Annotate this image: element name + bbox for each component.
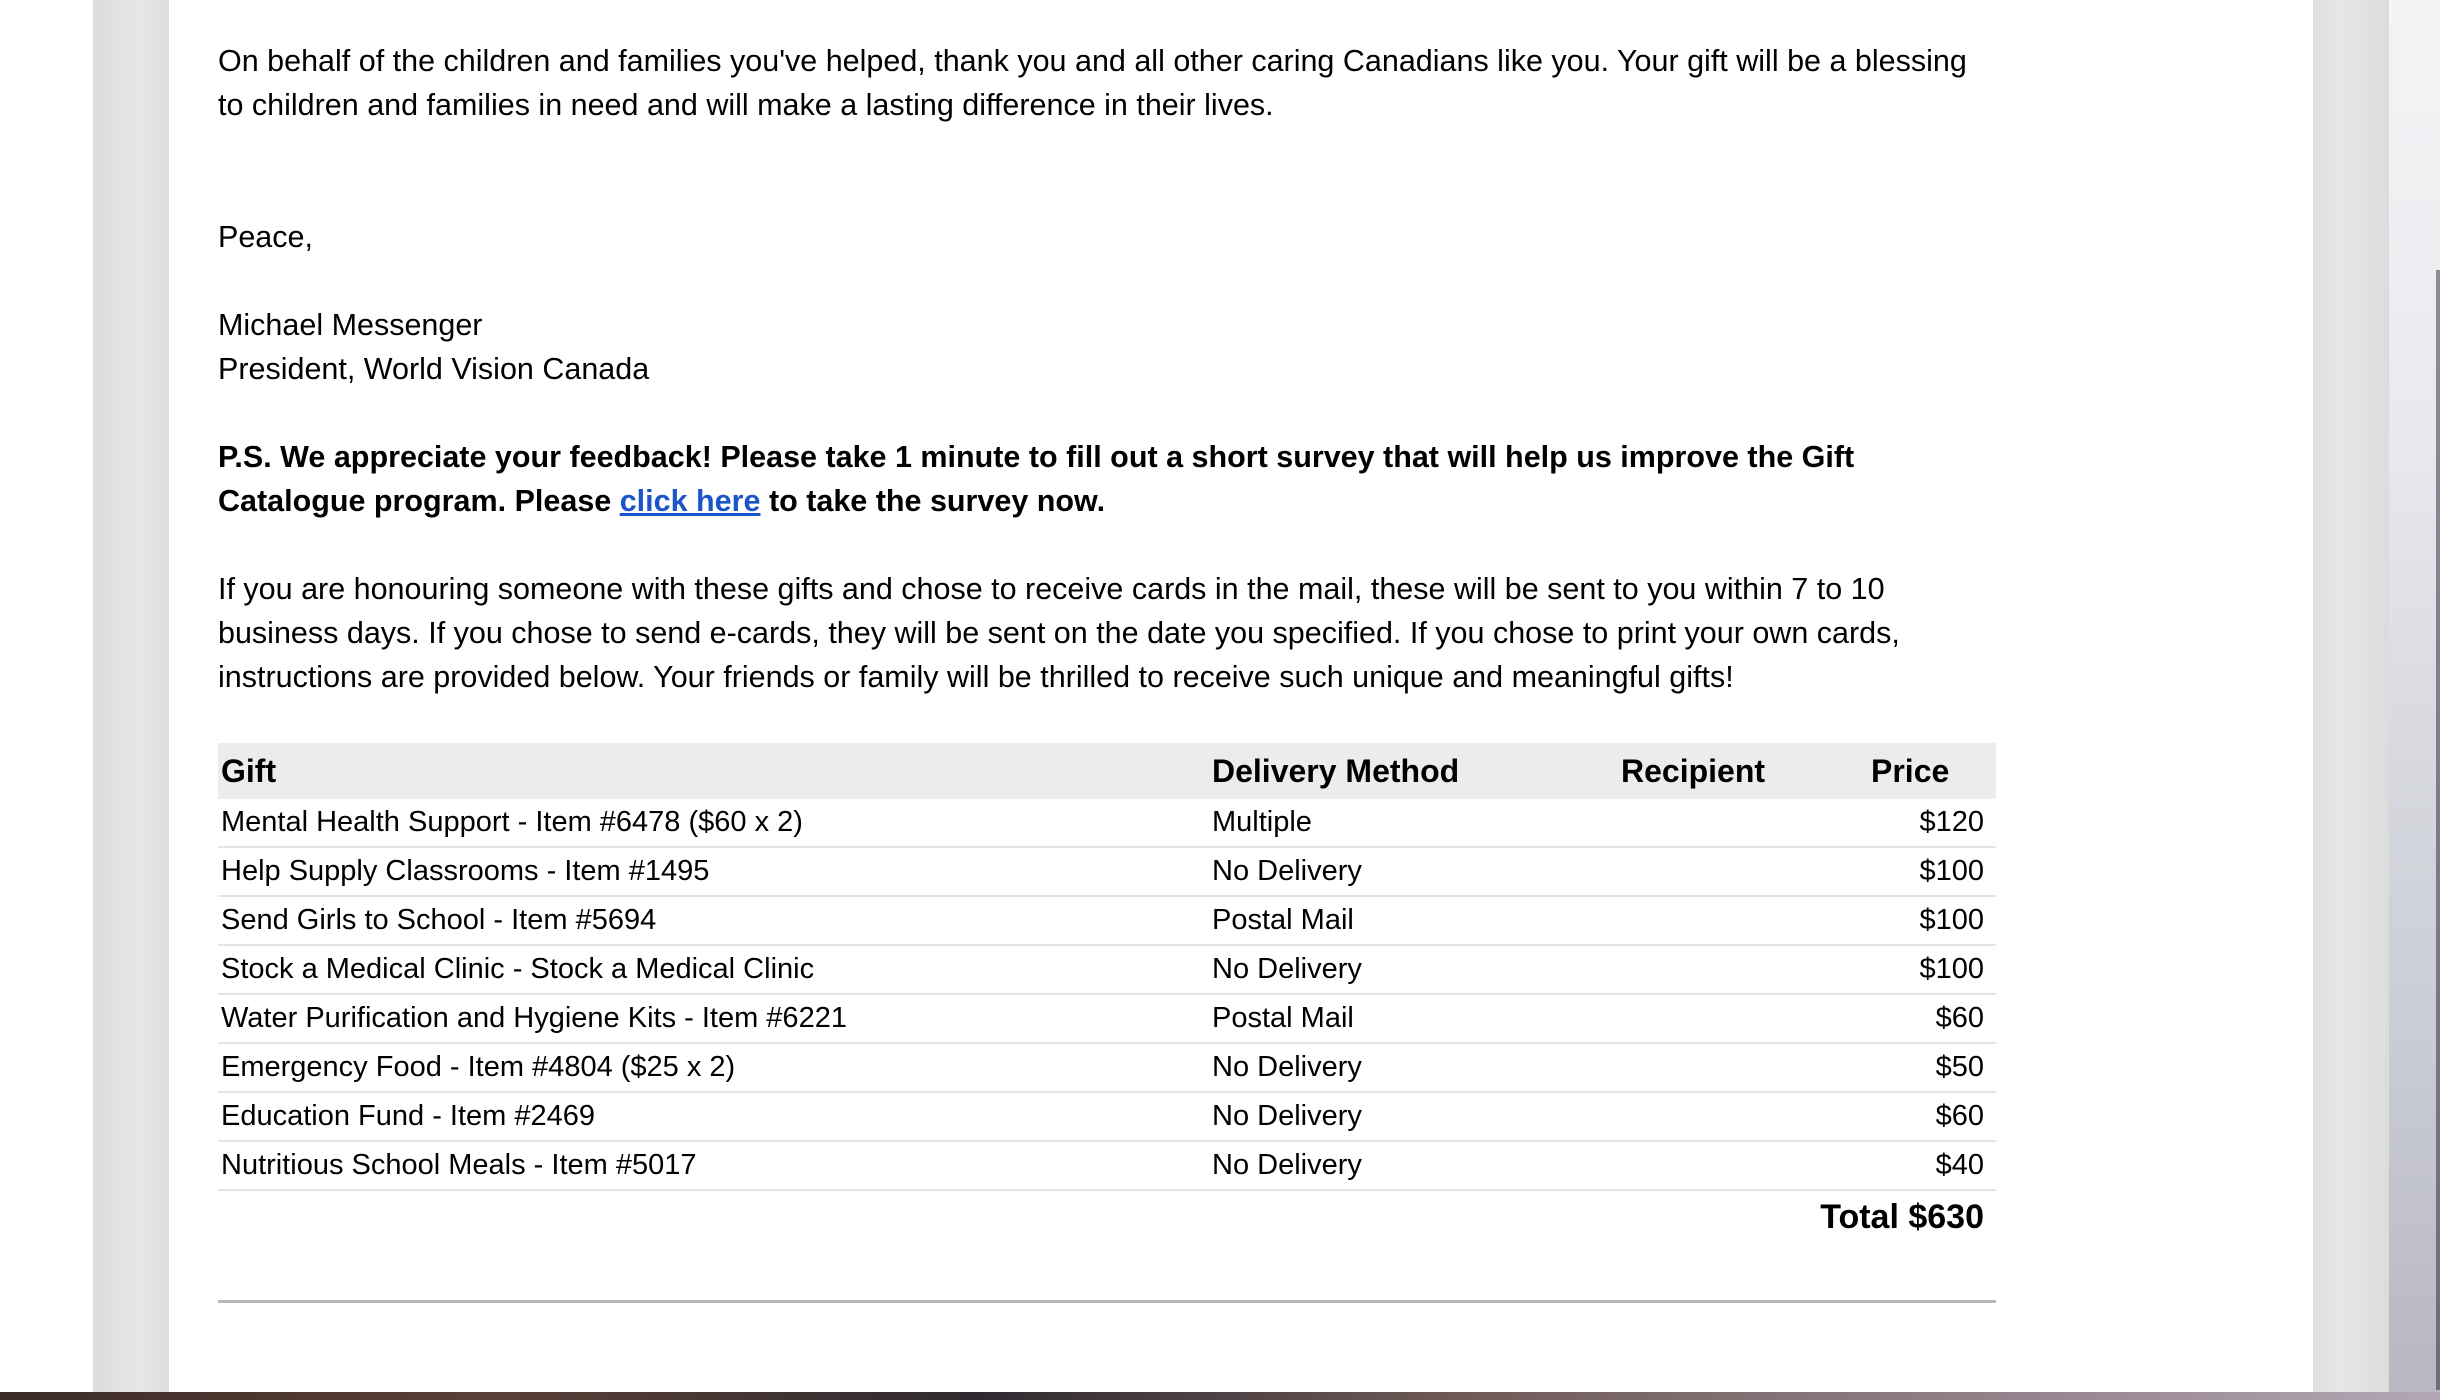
desktop-right-edge <box>2389 0 2440 1400</box>
gift-cell: Water Purification and Hygiene Kits - Item #6221 <box>218 994 1209 1043</box>
price-cell: $60 <box>1861 1092 1996 1141</box>
desktop-left-edge <box>0 0 93 1392</box>
table-row <box>218 847 1996 896</box>
table-row <box>218 896 1996 945</box>
delivery-cell: No Delivery <box>1209 945 1618 994</box>
signature-block <box>218 303 649 391</box>
signoff: Peace, <box>218 220 313 254</box>
total-amount: Total $630 <box>1820 1197 1984 1236</box>
gift-cell: Send Girls to School - Item #5694 <box>218 896 1209 945</box>
ps-survey-paragraph <box>218 435 1996 523</box>
header-price: Price <box>1861 743 1996 799</box>
gift-cell: Nutritious School Meals - Item #5017 <box>218 1141 1209 1190</box>
table-row <box>218 1043 1996 1092</box>
desktop-window-edge <box>2436 270 2440 1390</box>
desktop-bottom-strip <box>0 1392 2440 1400</box>
recipient-cell <box>1618 1092 1861 1141</box>
closing-paragraph: On behalf of the children and families you've helped, thank you and all other caring Canadians like you. Your gift will be a blessing to children and families in need and will make a lasting difference in their lives. <box>218 44 1967 122</box>
delivery-cell: No Delivery <box>1209 847 1618 896</box>
recipient-cell <box>1618 945 1861 994</box>
recipient-cell <box>1618 994 1861 1043</box>
delivery-cell: No Delivery <box>1209 1043 1618 1092</box>
price-cell: $60 <box>1861 994 1996 1043</box>
price-cell: $100 <box>1861 896 1996 945</box>
window-gutter-left <box>93 0 169 1392</box>
header-gift: Gift <box>218 743 1209 799</box>
delivery-cell: No Delivery <box>1209 1141 1618 1190</box>
delivery-cell: Postal Mail <box>1209 994 1618 1043</box>
email-body <box>169 0 2313 1392</box>
price-cell: $40 <box>1861 1141 1996 1190</box>
delivery-cell: Multiple <box>1209 799 1618 847</box>
price-cell: $100 <box>1861 945 1996 994</box>
header-recipient: Recipient <box>1618 743 1861 799</box>
table-row <box>218 1141 1996 1190</box>
ps-text-before: P.S. We appreciate your feedback! Please take 1 minute to fill out a short survey that will help us improve the Gift Catalogue program. Please <box>218 440 1855 518</box>
price-cell: $100 <box>1861 847 1996 896</box>
gift-cell: Help Supply Classrooms - Item #1495 <box>218 847 1209 896</box>
gift-table <box>218 743 1996 1243</box>
recipient-cell <box>1618 896 1861 945</box>
section-divider <box>218 1300 1996 1303</box>
table-row <box>218 1092 1996 1141</box>
gift-cell: Stock a Medical Clinic - Stock a Medical Clinic <box>218 945 1209 994</box>
delivery-cell: Postal Mail <box>1209 896 1618 945</box>
recipient-cell <box>1618 799 1861 847</box>
gift-cell: Emergency Food - Item #4804 ($25 x 2) <box>218 1043 1209 1092</box>
recipient-cell <box>1618 847 1861 896</box>
table-row <box>218 799 1996 847</box>
table-row <box>218 945 1996 994</box>
table-row <box>218 994 1996 1043</box>
header-delivery-method: Delivery Method <box>1209 743 1618 799</box>
signer-title: President, World Vision Canada <box>218 352 650 386</box>
gift-cell: Mental Health Support - Item #6478 ($60 x 2) <box>218 799 1209 847</box>
signer-name: Michael Messenger <box>218 308 483 342</box>
window-gutter-right <box>2313 0 2389 1392</box>
ps-text-after: to take the survey now. <box>760 484 1106 518</box>
honour-paragraph: If you are honouring someone with these gifts and chose to receive cards in the mail, these will be sent to you within 7 to 10 business days. If you chose to send e-cards, they will be sent on the date you specified. If you chose to print your own cards, instructions are provided below. Your friends or family will be thrilled to receive such unique and meaningful gifts! <box>218 572 1900 694</box>
recipient-cell <box>1618 1141 1861 1190</box>
delivery-cell: No Delivery <box>1209 1092 1618 1141</box>
gift-cell: Education Fund - Item #2469 <box>218 1092 1209 1141</box>
price-cell: $50 <box>1861 1043 1996 1092</box>
recipient-cell <box>1618 1043 1861 1092</box>
total-row <box>218 1190 1996 1243</box>
survey-link[interactable]: click here <box>619 484 761 518</box>
table-header-row <box>218 743 1996 799</box>
price-cell: $120 <box>1861 799 1996 847</box>
